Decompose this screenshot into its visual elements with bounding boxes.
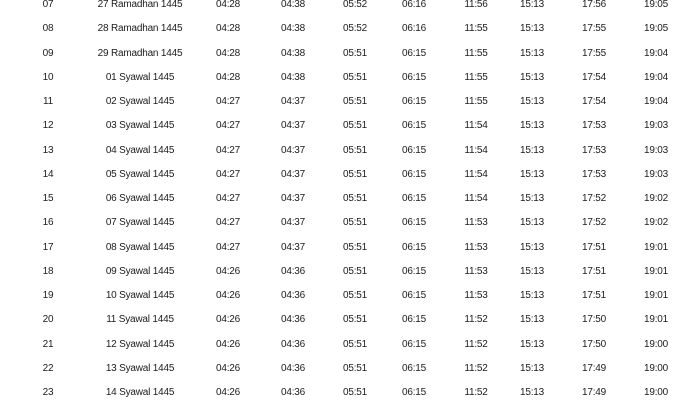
day-cell: 21 [42,338,54,350]
table-row [0,187,700,211]
time-cell: 04:27 [215,193,241,204]
time-cell: 17:52 [581,193,607,204]
day-cell: 14 [42,168,54,180]
time-cell: 19:02 [643,193,669,204]
hijri-date-cell: 04 Syawal 1445 [105,144,175,156]
time-cell: 04:28 [215,47,241,59]
time-cell: 11:53 [464,290,488,301]
time-cell: 15:13 [519,314,545,326]
time-cell: 04:27 [215,96,241,107]
day-cell: 15 [42,193,54,204]
time-cell: 11:52 [464,314,488,326]
time-cell: 05:51 [342,168,368,180]
time-cell: 19:03 [643,144,669,156]
time-cell: 06:16 [401,0,427,10]
time-cell: 05:52 [342,0,368,10]
time-cell: 04:36 [280,338,306,350]
table-row [0,333,700,357]
day-cell: 10 [42,71,54,83]
day-cell: 22 [42,362,54,374]
day-cell: 17 [42,241,54,253]
time-cell: 04:27 [215,168,241,180]
time-cell: 11:52 [464,362,488,374]
time-cell: 04:37 [280,241,306,253]
time-cell: 15:13 [519,144,545,156]
day-cell: 09 [42,47,54,59]
time-cell: 17:49 [581,362,607,374]
day-cell: 18 [42,265,54,277]
time-cell: 15:13 [519,387,545,398]
time-cell: 19:01 [643,265,669,277]
hijri-date-cell: 14 Syawal 1445 [105,387,175,398]
hijri-date-cell: 29 Ramadhan 1445 [97,47,183,59]
time-cell: 19:04 [643,96,669,107]
time-cell: 15:13 [519,168,545,180]
time-cell: 15:13 [519,265,545,277]
time-cell: 11:54 [464,168,488,180]
time-cell: 19:02 [643,217,669,229]
time-cell: 19:03 [643,168,669,180]
time-cell: 06:15 [401,314,427,326]
hijri-date-cell: 01 Syawal 1445 [105,71,175,83]
time-cell: 06:15 [401,71,427,83]
time-cell: 11:52 [464,387,488,398]
time-cell: 05:51 [342,47,368,59]
time-cell: 04:36 [280,314,306,326]
time-cell: 17:49 [581,387,607,398]
time-cell: 04:28 [215,23,241,35]
hijri-date-cell: 13 Syawal 1445 [105,362,175,374]
time-cell: 04:38 [280,71,306,83]
table-row [0,211,700,235]
time-cell: 04:27 [215,241,241,253]
time-cell: 04:37 [280,144,306,156]
time-cell: 19:01 [643,314,669,326]
time-cell: 05:52 [342,23,368,35]
time-cell: 04:27 [215,217,241,229]
table-row [0,163,700,187]
time-cell: 04:26 [215,362,241,374]
time-cell: 15:13 [519,96,545,107]
time-cell: 04:38 [280,47,306,59]
hijri-date-cell: 10 Syawal 1445 [105,290,175,301]
time-cell: 05:51 [342,144,368,156]
time-cell: 11:55 [464,71,488,83]
time-cell: 17:55 [581,47,607,59]
time-cell: 19:00 [643,338,669,350]
time-cell: 15:13 [519,71,545,83]
hijri-date-cell: 03 Syawal 1445 [105,120,175,132]
time-cell: 15:13 [519,120,545,132]
time-cell: 11:53 [464,241,488,253]
time-cell: 04:26 [215,387,241,398]
hijri-date-cell: 28 Ramadhan 1445 [97,23,183,35]
time-cell: 04:37 [280,96,306,107]
day-cell: 12 [42,120,54,132]
time-cell: 19:04 [643,71,669,83]
time-cell: 19:01 [643,290,669,301]
day-cell: 20 [42,314,54,326]
day-cell: 08 [42,23,54,35]
time-cell: 15:13 [519,0,545,10]
hijri-date-cell: 27 Ramadhan 1445 [97,0,183,10]
table-row [0,308,700,332]
time-cell: 06:15 [401,217,427,229]
time-cell: 05:51 [342,362,368,374]
time-cell: 17:53 [581,144,607,156]
time-cell: 04:36 [280,290,306,301]
hijri-date-cell: 06 Syawal 1445 [105,193,175,204]
time-cell: 06:15 [401,193,427,204]
time-cell: 04:36 [280,387,306,398]
table-row [0,90,700,114]
hijri-date-cell: 11 Syawal 1445 [106,314,174,326]
day-cell: 16 [42,217,54,229]
time-cell: 19:03 [643,120,669,132]
time-cell: 06:15 [401,338,427,350]
time-cell: 17:54 [581,96,607,107]
day-cell: 23 [42,387,54,398]
time-cell: 15:13 [519,193,545,204]
time-cell: 19:04 [643,47,669,59]
table-row [0,357,700,381]
time-cell: 19:00 [643,387,669,398]
table-row [0,0,700,17]
time-cell: 17:56 [581,0,607,10]
time-cell: 06:15 [401,290,427,301]
time-cell: 15:13 [519,241,545,253]
time-cell: 05:51 [342,265,368,277]
time-cell: 17:54 [581,71,607,83]
table-row [0,236,700,260]
table-row [0,114,700,138]
time-cell: 04:26 [215,290,241,301]
time-cell: 06:15 [401,144,427,156]
time-cell: 05:51 [342,241,368,253]
time-cell: 05:51 [342,71,368,83]
time-cell: 04:26 [215,314,241,326]
time-cell: 19:01 [643,241,669,253]
time-cell: 04:37 [280,193,306,204]
day-cell: 07 [42,0,54,10]
time-cell: 06:15 [401,241,427,253]
time-cell: 15:13 [519,23,545,35]
time-cell: 11:54 [464,120,488,132]
time-cell: 04:38 [280,23,306,35]
time-cell: 06:15 [401,96,427,107]
time-cell: 06:15 [401,47,427,59]
table-row [0,42,700,66]
time-cell: 05:51 [342,120,368,132]
time-cell: 15:13 [519,338,545,350]
table-row [0,284,700,308]
time-cell: 04:37 [280,120,306,132]
time-cell: 15:13 [519,362,545,374]
time-cell: 05:51 [342,387,368,398]
time-cell: 05:51 [342,217,368,229]
time-cell: 11:53 [464,265,488,277]
time-cell: 05:51 [342,193,368,204]
time-cell: 06:16 [401,23,427,35]
time-cell: 04:38 [280,0,306,10]
time-cell: 15:13 [519,290,545,301]
time-cell: 11:55 [464,96,488,107]
time-cell: 11:55 [464,23,488,35]
time-cell: 04:26 [215,338,241,350]
table-row [0,139,700,163]
time-cell: 04:36 [280,265,306,277]
time-cell: 06:15 [401,362,427,374]
day-cell: 13 [42,144,54,156]
table-row [0,66,700,90]
time-cell: 19:00 [643,362,669,374]
time-cell: 11:54 [464,193,488,204]
hijri-date-cell: 08 Syawal 1445 [105,241,175,253]
hijri-date-cell: 05 Syawal 1445 [105,168,175,180]
time-cell: 17:50 [581,338,607,350]
time-cell: 06:15 [401,168,427,180]
time-cell: 05:51 [342,290,368,301]
time-cell: 05:51 [342,338,368,350]
time-cell: 04:26 [215,265,241,277]
table-row [0,17,700,41]
time-cell: 06:15 [401,120,427,132]
hijri-date-cell: 12 Syawal 1445 [105,338,175,350]
time-cell: 05:51 [342,96,368,107]
time-cell: 19:05 [643,0,669,10]
time-cell: 17:53 [581,168,607,180]
time-cell: 17:51 [581,265,607,277]
day-cell: 19 [42,290,54,301]
time-cell: 06:15 [401,387,427,398]
time-cell: 19:05 [643,23,669,35]
time-cell: 04:37 [280,168,306,180]
hijri-date-cell: 02 Syawal 1445 [105,96,175,107]
time-cell: 11:52 [464,338,488,350]
time-cell: 17:51 [581,241,607,253]
time-cell: 11:55 [464,47,488,59]
time-cell: 11:53 [464,217,488,229]
time-cell: 04:28 [215,0,241,10]
time-cell: 04:28 [215,71,241,83]
time-cell: 06:15 [401,265,427,277]
time-cell: 04:36 [280,362,306,374]
hijri-date-cell: 09 Syawal 1445 [105,265,175,277]
time-cell: 17:55 [581,23,607,35]
time-cell: 04:37 [280,217,306,229]
time-cell: 17:52 [581,217,607,229]
time-cell: 04:27 [215,144,241,156]
table-row [0,381,700,405]
time-cell: 17:53 [581,120,607,132]
time-cell: 17:51 [581,290,607,301]
time-cell: 05:51 [342,314,368,326]
time-cell: 04:27 [215,120,241,132]
time-cell: 17:50 [581,314,607,326]
table-row [0,260,700,284]
time-cell: 11:56 [464,0,488,10]
time-cell: 11:54 [464,144,488,156]
hijri-date-cell: 07 Syawal 1445 [105,217,175,229]
time-cell: 15:13 [519,47,545,59]
time-cell: 15:13 [519,217,545,229]
day-cell: 11 [43,96,53,107]
